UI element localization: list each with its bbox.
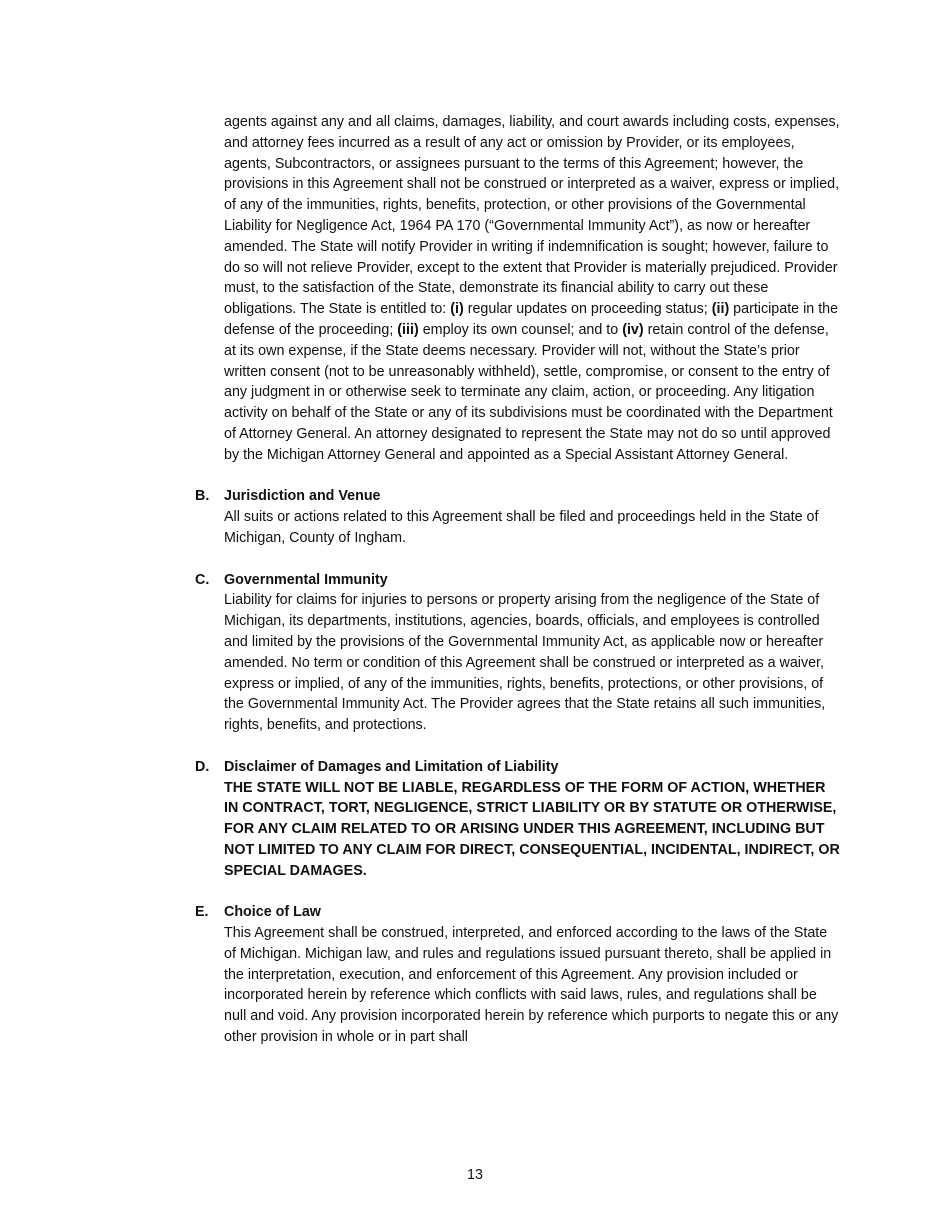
section-letter: B. xyxy=(195,488,210,505)
intro-text-4: employ its own counsel; and to xyxy=(418,321,623,338)
section-body: Liability for claims for injuries to persons or property arising from the negligence of the State of Michigan, its departments, institutions, agencies, boards, officials, and employees is controlled and limited by the provisions of the Governmental Immunity Act, as applicable now or hereafter amended. No term or condition of this Agreement shall be construed or interpreted as a waiver, express or implied, of any of the immunities, rights, benefits, protections, or other provisions, of the Governmental Immunity Act. The Provider agrees that the State retains all such immunities, rights, benefits, and protections. xyxy=(224,592,826,734)
section-title: Governmental Immunity xyxy=(224,571,388,588)
document-body xyxy=(195,112,840,1048)
section-body: THE STATE WILL NOT BE LIABLE, REGARDLESS OF THE FORM OF ACTION, WHETHER IN CONTRACT, TORT, NEGLIGENCE, STRICT LIABILITY OR BY STATUTE OR OTHERWISE, FOR ANY CLAIM RELATED TO OR ARISING UNDER THIS AGREEMENT, INCLUDING BUT NOT LIMITED TO ANY CLAIM FOR DIRECT, CONSEQUENTIAL, INCIDENTAL, INDIRECT, OR SPECIAL DAMAGES. xyxy=(224,779,840,879)
item-marker-ii: (ii) xyxy=(711,301,730,318)
item-marker-iii: (iii) xyxy=(397,321,419,338)
section-letter: E. xyxy=(195,904,209,921)
section-governmental-immunity xyxy=(195,570,840,736)
intro-text-1: agents against any and all claims, damages, liability, and court awards including costs, expenses, and attorney fees incurred as a result of any act or omission by Provider, or its employees, agents, Subcontractors, or assignees pursuant to the terms of this Agreement; however, the provisions in this Agreement shall not be construed or interpreted as a waiver, express or implied, of any of the immunities, rights, benefits, protection, or other provisions of the Governmental Liability for Negligence Act, 1964 PA 170 (“Governmental Immunity Act”), as now or hereafter amended. The State will notify Provider in writing if indemnification is sought; however, failure to do so will not relieve Provider, except to the extent that Provider is materially prejudiced. Provider must, to the satisfaction of the State, demonstrate its financial ability to carry out these obligations. The State is entitled to: xyxy=(224,114,840,318)
intro-text-5: retain control of the defense, at its own expense, if the State deems necessary. Provider will not, without the State’s prior written consent (not to be unreasonably withheld), settle, compromise, or consent to the entry of any judgment in or otherwise seek to terminate any claim, action, or proceeding. Any litigation activity on behalf of the State or any of its subdivisions must be coordinated with the Department of Attorney General. An attorney designated to represent the State may not do so until approved by the Michigan Attorney General and appointed as a Special Assistant Attorney General. xyxy=(224,321,833,463)
section-title: Jurisdiction and Venue xyxy=(224,488,381,505)
section-choice-of-law xyxy=(195,902,840,1048)
section-letter: C. xyxy=(195,571,210,588)
section-title: Disclaimer of Damages and Limitation of Liability xyxy=(224,758,559,775)
section-body: This Agreement shall be construed, interpreted, and enforced according to the laws of the State of Michigan. Michigan law, and rules and regulations issued pursuant thereto, shall be applied in the interpretation, execution, and enforcement of this Agreement. Any provision included or incorporated herein by reference which conflicts with said laws, rules, and regulations shall be null and void. Any provision incorporated herein by reference which purports to negate this or any other provision in whole or in part shall xyxy=(224,925,839,1046)
section-jurisdiction-venue xyxy=(195,486,840,548)
item-marker-i: (i) xyxy=(450,301,464,318)
section-body: All suits or actions related to this Agreement shall be filed and proceedings held in the State of Michigan, County of Ingham. xyxy=(224,509,819,546)
item-marker-iv: (iv) xyxy=(622,321,644,338)
intro-text-2: regular updates on proceeding status; xyxy=(463,301,712,318)
intro-paragraph xyxy=(224,112,840,466)
section-title: Choice of Law xyxy=(224,904,321,921)
page-number: 13 xyxy=(467,1167,483,1183)
section-disclaimer-of-damages xyxy=(195,757,840,882)
intro-text-3: participate in the defense of the proceeding; xyxy=(224,301,839,338)
section-letter: D. xyxy=(195,758,210,775)
